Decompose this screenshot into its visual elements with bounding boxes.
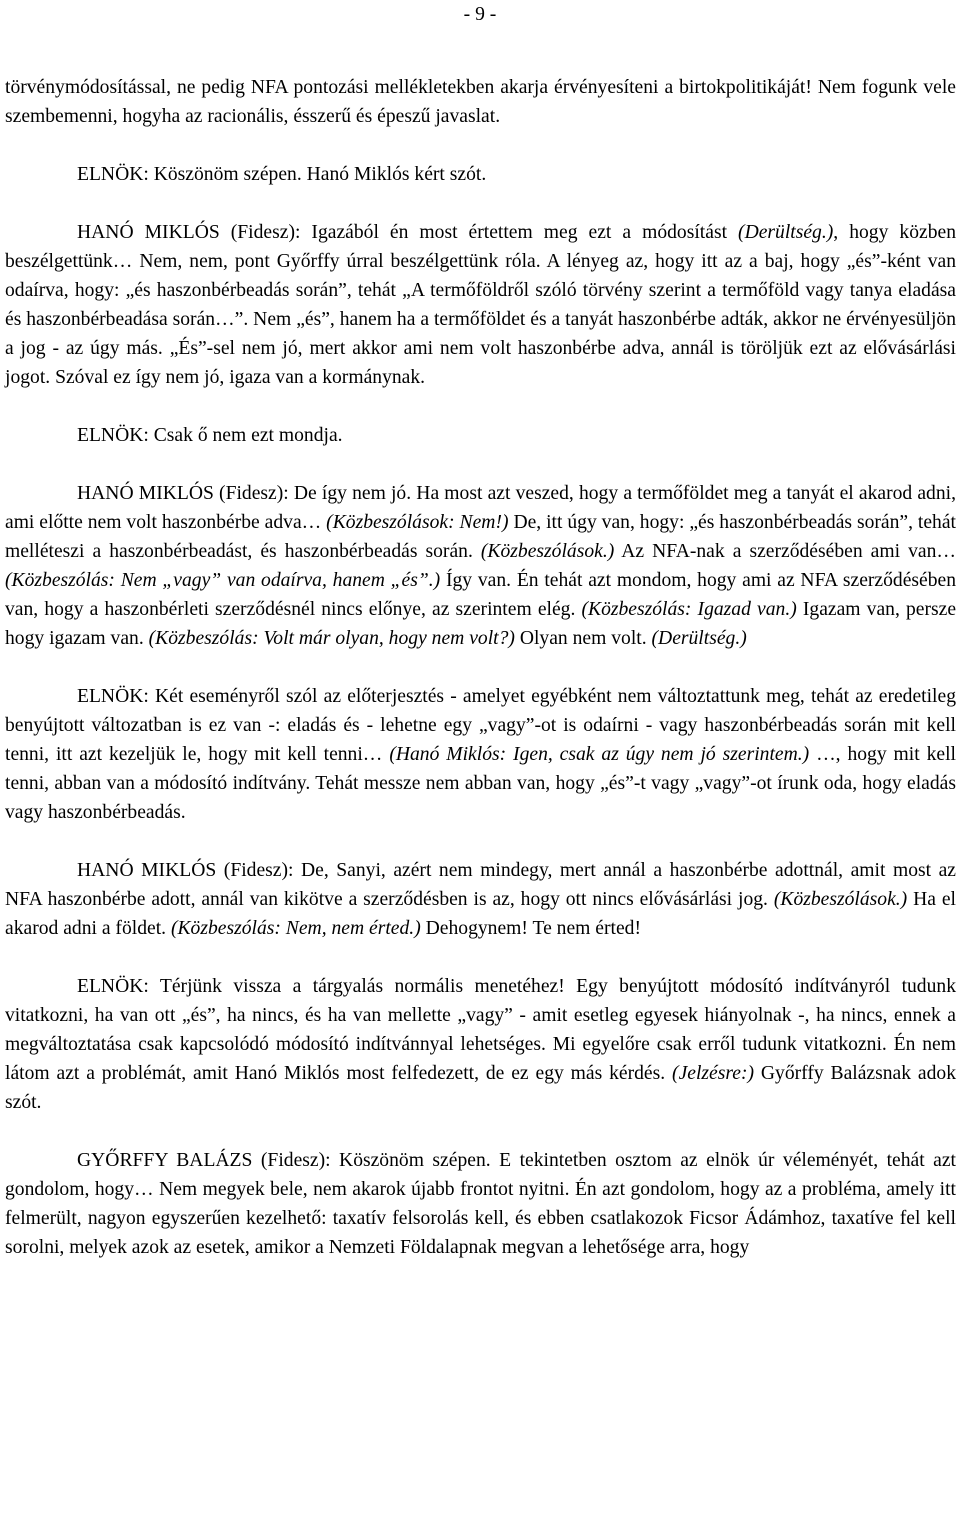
- interjection-text: (Derültség.): [651, 628, 747, 649]
- paragraph: [5, 160, 956, 189]
- paragraph-text: Ha el akarod adni a földet.: [5, 889, 956, 939]
- interjection-text: (Derültség.): [738, 222, 834, 243]
- paragraph-text: Dehogynem! Te nem érted!: [420, 918, 641, 939]
- paragraph-text: Olyan nem volt.: [514, 628, 652, 649]
- interjection-text: (Közbeszólás: Igazad van.): [581, 599, 797, 620]
- paragraph: [5, 856, 956, 943]
- paragraph-text: HANÓ MIKLÓS (Fidesz): Igazából én most értettem meg ezt a módosítást: [77, 222, 739, 243]
- paragraph-text: GYŐRFFY BALÁZS (Fidesz): Köszönöm szépen. E tekintetben osztom az elnök úr véleményét, tehát azt gondolom, hogy… Nem megyek bele, nem akarok újabb frontot nyitni. Én azt gondolom, hogy az a probléma, amely itt felmerült, nagyon egyszerűen kezelhető: taxatív felsorolás kell, és ebben csatlakozok Ficsor Ádámhoz, taxatíve fel kell sorolni, melyek azok az esetek, amikor a Nemzeti Földalapnak megvan a lehetősége arra, hogy: [5, 1150, 956, 1258]
- paragraph-text: törvénymódosítással, ne pedig NFA pontozási mellékletekben akarja érvényesíteni a birtokpolitikáját! Nem fogunk vele szembemenni, hogyha az racionális, ésszerű és épeszű javaslat.: [5, 77, 956, 127]
- paragraph-text: HANÓ MIKLÓS (Fidesz): De így nem jó. Ha most azt veszed, hogy a termőföldet meg a tanyát el akarod adni, ami előtte nem volt haszonbérbe adva…: [5, 483, 956, 533]
- paragraph: [5, 218, 956, 392]
- paragraph-text: Így van. Én tehát azt mondom, hogy ami az NFA szerződésében van, hogy a haszonbérleti szerződésnél nincs előnye, az szerintem elég.: [5, 570, 957, 620]
- interjection-text: (Hanó Miklós: Igen, csak az úgy nem jó szerintem.): [389, 744, 810, 765]
- interjection-text: (Közbeszólások.): [480, 541, 615, 562]
- document-body: [5, 0, 956, 1262]
- interjection-text: (Közbeszólások.): [773, 889, 908, 910]
- interjection-text: (Közbeszólás: Volt már olyan, hogy nem volt?): [148, 628, 515, 649]
- page-number: - 9 -: [463, 4, 497, 25]
- paragraph: [5, 1146, 956, 1262]
- interjection-text: (Közbeszólások: Nem!): [326, 512, 509, 533]
- paragraph: [5, 479, 956, 653]
- paragraph: [5, 682, 956, 827]
- paragraph: [5, 972, 956, 1117]
- paragraph-text: ELNÖK: Térjünk vissza a tárgyalás normális menetéhez! Egy benyújtott módosító indítványról tudunk vitatkozni, ha van ott „és”, ha nincs, és ha van mellette „vagy” - amit esetleg egyesek hiányolnak -, ha nincs, ennek a megváltoztatása csak kapcsolódó módosító indítvánnyal lehetséges. Mi egyelőre csak erről tudunk vitatkozni. Én nem látom azt a problémát, amit Hanó Miklós most felfedezett, de ez egy más kérdés.: [5, 976, 956, 1084]
- paragraph-text: ELNÖK: Csak ő nem ezt mondja.: [77, 425, 343, 446]
- paragraph-text: HANÓ MIKLÓS (Fidesz): De, Sanyi, azért nem mindegy, mert annál a haszonbérbe adottnál, amit most az NFA haszonbérbe adott, annál van kikötve a szerződésben is az, hogy ott nincs elővásárlási jog.: [5, 860, 956, 910]
- paragraph: [5, 73, 956, 131]
- paragraph-text: , hogy közben beszélgettünk… Nem, nem, pont Győrffy úrral beszélgettünk róla. A lényeg az, hogy itt az a baj, hogy „és”-ként van odaírva, hogy: „és haszonbérbeadás során”, tehát „A termőföldről szóló törvény szerint a termőföld vagy tanya eladása és haszonbérbeadása során…”. Nem „és”, hanem ha a termőföldet és a tanyát haszonbérbe adták, akkor ne érvényesüljön a jog - az úgy más. „És”-sel nem jó, mert akkor ami nem volt haszonbérbe adva, annál is töröljük ezt az elővásárlási jogot. Szóval ez így nem jó, igaza van a kormánynak.: [5, 222, 956, 388]
- paragraph-text: ELNÖK: Két eseményről szól az előterjesztés - amelyet egyébként nem változtattunk meg, tehát az eredetileg benyújtott változatban is ez van -: eladás és - lehetne egy „vagy”-ot is odaírni - vagy haszonbérbeadás során mit kell tenni, itt azt kezeljük le, hogy mit kell tenni…: [5, 686, 956, 765]
- paragraph-text: Az NFA-nak a szerződésében ami van…: [614, 541, 956, 562]
- paragraph-text: ELNÖK: Köszönöm szépen. Hanó Miklós kért szót.: [77, 164, 487, 185]
- interjection-text: (Közbeszólás: Nem „vagy” van odaírva, hanem „és”.): [5, 570, 441, 591]
- paragraph-text: …, hogy mit kell tenni, abban van a módosító indítvány. Tehát messze nem abban van, hogy „és”-t vagy „vagy”-ot írunk oda, hogy eladás vagy haszonbérbeadás.: [5, 744, 956, 823]
- interjection-text: (Közbeszólás: Nem, nem érted.): [170, 918, 421, 939]
- interjection-text: (Jelzésre:): [672, 1063, 754, 1084]
- paragraph: [5, 421, 956, 450]
- paragraph-text: De, itt úgy van, hogy: „és haszonbérbeadás során”, tehát melléteszi a haszonbérbeadást, és haszonbérbeadás során.: [5, 512, 956, 562]
- paragraph-text: Igazam van, persze hogy igazam van.: [5, 599, 957, 649]
- paragraph-text: Győrffy Balázsnak adok szót.: [5, 1063, 957, 1113]
